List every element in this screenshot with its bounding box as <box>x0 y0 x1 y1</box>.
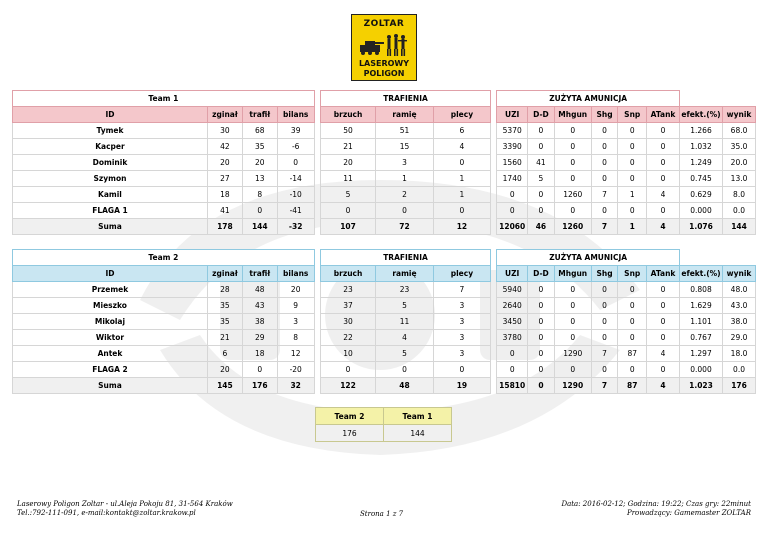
stat-cell: 0 <box>618 282 647 298</box>
player-name-cell: Szymon <box>13 171 208 187</box>
col-trafil: trafił <box>242 107 277 123</box>
stat-cell: 1.297 <box>679 346 722 362</box>
stat-cell: 0.000 <box>679 362 722 378</box>
player-name-cell: Kamil <box>13 187 208 203</box>
stat-cell: 0 <box>647 282 680 298</box>
player-name-cell: Wiktor <box>13 330 208 346</box>
col-id: ID <box>13 107 208 123</box>
team2-name: Team 2 <box>13 250 315 266</box>
stat-cell: 0 <box>554 330 591 346</box>
stat-cell: 3 <box>433 346 490 362</box>
stat-cell: 3 <box>376 155 433 171</box>
stat-cell: 1.629 <box>679 298 722 314</box>
result-team-b-label: Team 1 <box>384 408 452 425</box>
stat-cell: 0 <box>647 314 680 330</box>
stat-cell: 51 <box>376 123 433 139</box>
stat-cell: 20 <box>207 362 242 378</box>
footer-gamemaster-line: Prowadzący: Gamemaster ZOLTAR <box>626 509 751 517</box>
footer-address-line1: Laserowy Poligon Zoltar - ul.Aleja Pokoju 81, 31-564 Kraków <box>17 500 233 508</box>
team1-sum-row <box>13 219 756 235</box>
stat-cell: 2640 <box>497 298 528 314</box>
stat-cell: 0 <box>647 330 680 346</box>
stat-cell: 144 <box>242 219 277 235</box>
player-name-cell: FLAGA 2 <box>13 362 208 378</box>
stat-cell: -14 <box>277 171 314 187</box>
stat-cell: 0 <box>528 330 555 346</box>
stat-cell: 12 <box>277 346 314 362</box>
stat-cell: 20 <box>242 155 277 171</box>
team1-table <box>12 90 756 235</box>
stat-cell: 68 <box>242 123 277 139</box>
col-snp: Snp <box>618 266 647 282</box>
stat-cell: 11 <box>320 171 375 187</box>
table-row <box>13 155 756 171</box>
stat-cell: 1 <box>433 187 490 203</box>
stat-cell: 3780 <box>497 330 528 346</box>
team2-table <box>12 249 756 394</box>
stat-cell: 11 <box>376 314 433 330</box>
col-efekt: efekt.(%) <box>679 107 722 123</box>
stat-cell: 0 <box>647 155 680 171</box>
stat-cell: 0 <box>528 362 555 378</box>
stat-cell: 0 <box>618 314 647 330</box>
stat-cell: 0 <box>277 155 314 171</box>
logo-subtitle-2: POLIGON <box>363 69 405 78</box>
stat-cell: 42 <box>207 139 242 155</box>
stat-cell: 0 <box>591 362 618 378</box>
table-row <box>13 346 756 362</box>
stat-cell: 8.0 <box>723 187 756 203</box>
stat-cell: 1 <box>433 171 490 187</box>
stat-cell: 0 <box>647 171 680 187</box>
stat-cell: 0 <box>376 362 433 378</box>
stat-cell: 0 <box>528 187 555 203</box>
stat-cell: 8 <box>242 187 277 203</box>
stat-cell: 0 <box>320 362 375 378</box>
stat-cell: 0 <box>528 123 555 139</box>
stat-cell: -41 <box>277 203 314 219</box>
stat-cell: 35 <box>242 139 277 155</box>
stat-cell: 0 <box>554 171 591 187</box>
stat-cell: 0.808 <box>679 282 722 298</box>
team1-ammo-title: ZUŻYTA AMUNICJA <box>497 91 680 107</box>
col-zginal: zginał <box>207 107 242 123</box>
stat-cell: 35 <box>207 314 242 330</box>
stat-cell: 0 <box>618 330 647 346</box>
table-row <box>13 314 756 330</box>
stat-cell: 3 <box>433 330 490 346</box>
stat-cell: 3 <box>433 314 490 330</box>
stat-cell: 0.0 <box>723 362 756 378</box>
stat-cell: 3 <box>277 314 314 330</box>
stat-cell: -32 <box>277 219 314 235</box>
stat-cell: 0 <box>618 155 647 171</box>
stat-cell: 6 <box>207 346 242 362</box>
stat-cell: 7 <box>591 378 618 394</box>
stat-cell: 15 <box>376 139 433 155</box>
stat-cell: 0 <box>591 139 618 155</box>
team2-ammo-title: ZUŻYTA AMUNICJA <box>497 250 680 266</box>
stat-cell: 0 <box>647 298 680 314</box>
stat-cell: 4 <box>647 378 680 394</box>
col-efekt: efekt.(%) <box>679 266 722 282</box>
player-name-cell: Suma <box>13 219 208 235</box>
stat-cell: 22 <box>320 330 375 346</box>
stat-cell: 7 <box>591 219 618 235</box>
stat-cell: 0 <box>497 362 528 378</box>
col-bilans: bilans <box>277 107 314 123</box>
col-brzuch: brzuch <box>320 107 375 123</box>
footer-address <box>17 500 233 518</box>
stat-cell: 35 <box>207 298 242 314</box>
stat-cell: 35.0 <box>723 139 756 155</box>
team1-header-row <box>13 107 756 123</box>
stat-cell: 18.0 <box>723 346 756 362</box>
stat-cell: 0 <box>647 139 680 155</box>
stat-cell: 0 <box>433 203 490 219</box>
col-uzi: UZI <box>497 107 528 123</box>
stat-cell: 6 <box>433 123 490 139</box>
stat-cell: 4 <box>647 187 680 203</box>
col-uzi: UZI <box>497 266 528 282</box>
table-row <box>13 123 756 139</box>
player-name-cell: Mikolaj <box>13 314 208 330</box>
stat-cell: 43.0 <box>723 298 756 314</box>
stat-cell: 3 <box>433 298 490 314</box>
col-wynik: wynik <box>723 266 756 282</box>
stat-cell: 0 <box>528 314 555 330</box>
stat-cell: 0 <box>497 203 528 219</box>
stat-cell: 27 <box>207 171 242 187</box>
stat-cell: 1.101 <box>679 314 722 330</box>
col-dd: D-D <box>528 266 555 282</box>
stat-cell: 1.023 <box>679 378 722 394</box>
col-shg: Shg <box>591 266 618 282</box>
stat-cell: 39 <box>277 123 314 139</box>
team2-header-row <box>13 266 756 282</box>
stat-cell: 7 <box>591 346 618 362</box>
stat-cell: 12 <box>433 219 490 235</box>
stat-cell: 0 <box>376 203 433 219</box>
stat-cell: 0 <box>554 282 591 298</box>
stat-cell: 1 <box>618 219 647 235</box>
footer-date-line: Data: 2016-02-12; Godzina: 19:22; Czas gry: 22minut <box>561 500 751 508</box>
stat-cell: 72 <box>376 219 433 235</box>
stat-cell: 0 <box>554 314 591 330</box>
col-dd: D-D <box>528 107 555 123</box>
stat-cell: 1740 <box>497 171 528 187</box>
stat-cell: 0 <box>528 298 555 314</box>
stat-cell: 29.0 <box>723 330 756 346</box>
stat-cell: 0 <box>647 362 680 378</box>
stat-cell: 0 <box>528 378 555 394</box>
footer-contact-line: Tel.:792-111-091, e-mail:kontakt@zoltar.krakow.pl <box>17 509 196 517</box>
stat-cell: 0 <box>554 155 591 171</box>
stat-cell: 0.767 <box>679 330 722 346</box>
stat-cell: 30 <box>207 123 242 139</box>
stat-cell: 1.076 <box>679 219 722 235</box>
stat-cell: 0 <box>433 155 490 171</box>
player-name-cell: Suma <box>13 378 208 394</box>
stat-cell: 21 <box>207 330 242 346</box>
stat-cell: 0 <box>242 203 277 219</box>
logo-tank-soldiers-icon <box>358 31 410 58</box>
col-wynik: wynik <box>723 107 756 123</box>
stat-cell: -6 <box>277 139 314 155</box>
stat-cell: 1 <box>376 171 433 187</box>
stat-cell: 0 <box>497 346 528 362</box>
stat-cell: 32 <box>277 378 314 394</box>
stat-cell: 0.0 <box>723 203 756 219</box>
table-row <box>13 362 756 378</box>
stat-cell: 1.266 <box>679 123 722 139</box>
stat-cell: 122 <box>320 378 375 394</box>
stat-cell: 0 <box>320 203 375 219</box>
col-zginal: zginał <box>207 266 242 282</box>
stat-cell: 48 <box>376 378 433 394</box>
footer-game-info <box>561 500 751 518</box>
table-row <box>13 139 756 155</box>
logo-subtitle-1: LASEROWY <box>358 59 410 68</box>
stat-cell: 107 <box>320 219 375 235</box>
stat-cell: 41 <box>528 155 555 171</box>
col-bilans: bilans <box>277 266 314 282</box>
stat-cell: 0 <box>591 314 618 330</box>
stat-cell: 20.0 <box>723 155 756 171</box>
stat-cell: 145 <box>207 378 242 394</box>
stat-cell: 0 <box>647 203 680 219</box>
stat-cell: 0 <box>591 298 618 314</box>
stat-cell: 0 <box>554 123 591 139</box>
stat-cell: 7 <box>591 187 618 203</box>
stat-cell: 13 <box>242 171 277 187</box>
stat-cell: 0 <box>618 203 647 219</box>
stat-cell: 20 <box>277 282 314 298</box>
stat-cell: 8 <box>277 330 314 346</box>
stat-cell: 5 <box>528 171 555 187</box>
player-name-cell: Przemek <box>13 282 208 298</box>
player-name-cell: Dominik <box>13 155 208 171</box>
stat-cell: 29 <box>242 330 277 346</box>
table-row <box>13 298 756 314</box>
player-name-cell: Kacper <box>13 139 208 155</box>
stat-cell: 30 <box>320 314 375 330</box>
stat-cell: 1 <box>618 187 647 203</box>
col-atank: ATank <box>647 266 680 282</box>
stat-cell: 20 <box>320 155 375 171</box>
col-mhgun: Mhgun <box>554 266 591 282</box>
stat-cell: 178 <box>207 219 242 235</box>
stat-cell: 43 <box>242 298 277 314</box>
stat-cell: 0 <box>647 123 680 139</box>
stat-cell: 23 <box>320 282 375 298</box>
stat-cell: 0 <box>618 298 647 314</box>
stat-cell: 0 <box>554 139 591 155</box>
col-brzuch: brzuch <box>320 266 375 282</box>
stat-cell: 0 <box>554 362 591 378</box>
stat-cell: 5370 <box>497 123 528 139</box>
stat-cell: 20 <box>207 155 242 171</box>
stat-cell: 5 <box>376 298 433 314</box>
player-name-cell: FLAGA 1 <box>13 203 208 219</box>
result-team-a-score: 176 <box>316 425 384 442</box>
stat-cell: 1560 <box>497 155 528 171</box>
player-name-cell: Antek <box>13 346 208 362</box>
col-shg: Shg <box>591 107 618 123</box>
player-name-cell: Mieszko <box>13 298 208 314</box>
stat-cell: 2 <box>376 187 433 203</box>
stat-cell: 0 <box>591 155 618 171</box>
stat-cell: 3390 <box>497 139 528 155</box>
stat-cell: 0 <box>618 171 647 187</box>
stat-cell: 0.629 <box>679 187 722 203</box>
table-row <box>13 330 756 346</box>
team1-hits-title: TRAFIENIA <box>320 91 490 107</box>
stat-cell: 13.0 <box>723 171 756 187</box>
stat-cell: 87 <box>618 378 647 394</box>
stat-cell: 0.000 <box>679 203 722 219</box>
stat-cell: 38.0 <box>723 314 756 330</box>
stat-cell: 0 <box>528 139 555 155</box>
stat-cell: 37 <box>320 298 375 314</box>
stat-cell: 0 <box>554 203 591 219</box>
stat-cell: 50 <box>320 123 375 139</box>
stat-cell: 18 <box>242 346 277 362</box>
col-ramie: ramię <box>376 107 433 123</box>
table-row <box>13 171 756 187</box>
stat-cell: 176 <box>723 378 756 394</box>
col-plecy: plecy <box>433 107 490 123</box>
stat-cell: 41 <box>207 203 242 219</box>
stat-cell: 21 <box>320 139 375 155</box>
stat-cell: 1.032 <box>679 139 722 155</box>
stat-cell: 19 <box>433 378 490 394</box>
stat-cell: 4 <box>433 139 490 155</box>
table-row <box>13 203 756 219</box>
stat-cell: 4 <box>647 219 680 235</box>
table-row <box>13 282 756 298</box>
stat-cell: 87 <box>618 346 647 362</box>
col-ramie: ramię <box>376 266 433 282</box>
stat-cell: 68.0 <box>723 123 756 139</box>
logo-title: ZOLTAR <box>363 19 405 29</box>
team2-body <box>13 282 756 378</box>
team2-hits-title: TRAFIENIA <box>320 250 490 266</box>
stat-cell: 10 <box>320 346 375 362</box>
result-team-b-score: 144 <box>384 425 452 442</box>
stat-cell: 4 <box>647 346 680 362</box>
stat-cell: 18 <box>207 187 242 203</box>
footer-page-number: Strona 1 z 7 <box>360 510 404 518</box>
stat-cell: 0 <box>497 187 528 203</box>
stat-cell: 0 <box>618 123 647 139</box>
stat-cell: 48.0 <box>723 282 756 298</box>
stat-cell: 9 <box>277 298 314 314</box>
stat-cell: 12060 <box>497 219 528 235</box>
player-name-cell: Tymek <box>13 123 208 139</box>
team1-name: Team 1 <box>13 91 315 107</box>
table-row <box>13 187 756 203</box>
stat-cell: 38 <box>242 314 277 330</box>
result-team-a-label: Team 2 <box>316 408 384 425</box>
stat-cell: 1.249 <box>679 155 722 171</box>
stat-cell: 0 <box>433 362 490 378</box>
stat-cell: 46 <box>528 219 555 235</box>
col-mhgun: Mhgun <box>554 107 591 123</box>
stat-cell: 1260 <box>554 187 591 203</box>
zoltar-logo <box>351 14 417 81</box>
stat-cell: 7 <box>433 282 490 298</box>
stat-cell: -10 <box>277 187 314 203</box>
stat-cell: 0 <box>618 139 647 155</box>
stat-cell: 3450 <box>497 314 528 330</box>
stat-cell: 0 <box>528 203 555 219</box>
stat-cell: 1290 <box>554 378 591 394</box>
stat-cell: 15810 <box>497 378 528 394</box>
stat-cell: 176 <box>242 378 277 394</box>
final-result-table <box>315 407 452 442</box>
stat-cell: 1290 <box>554 346 591 362</box>
stat-cell: 0 <box>591 203 618 219</box>
stat-cell: 144 <box>723 219 756 235</box>
team2-sum-row <box>13 378 756 394</box>
stat-cell: 1260 <box>554 219 591 235</box>
stat-cell: 0 <box>591 171 618 187</box>
col-snp: Snp <box>618 107 647 123</box>
stat-cell: 5 <box>376 346 433 362</box>
col-atank: ATank <box>647 107 680 123</box>
stat-cell: 28 <box>207 282 242 298</box>
team1-body <box>13 123 756 219</box>
stat-cell: 23 <box>376 282 433 298</box>
stat-cell: 5 <box>320 187 375 203</box>
stat-cell: -20 <box>277 362 314 378</box>
stat-cell: 5940 <box>497 282 528 298</box>
stat-cell: 0 <box>618 362 647 378</box>
col-plecy: plecy <box>433 266 490 282</box>
stat-cell: 0 <box>554 298 591 314</box>
stat-cell: 48 <box>242 282 277 298</box>
stat-cell: 0 <box>528 282 555 298</box>
col-trafil: trafił <box>242 266 277 282</box>
stat-cell: 0 <box>242 362 277 378</box>
stat-cell: 0 <box>591 330 618 346</box>
col-id: ID <box>13 266 208 282</box>
stat-cell: 0 <box>591 123 618 139</box>
stat-cell: 4 <box>376 330 433 346</box>
stat-cell: 0 <box>591 282 618 298</box>
stat-cell: 0.745 <box>679 171 722 187</box>
stat-cell: 0 <box>528 346 555 362</box>
